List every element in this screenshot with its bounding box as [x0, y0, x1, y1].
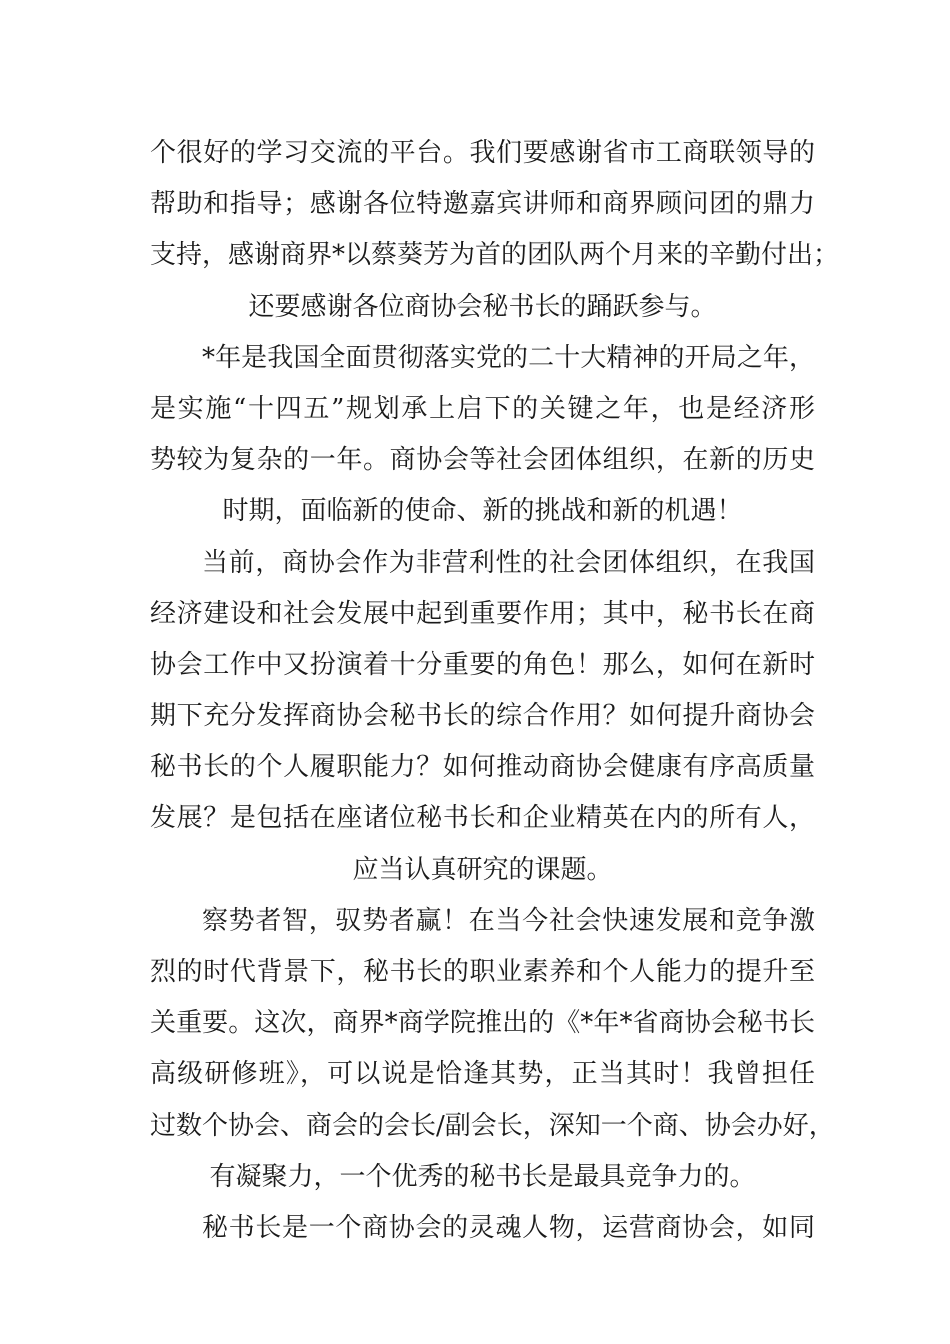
body-text — [150, 128, 840, 1254]
text-line-4: 还要感谢各位商协会秘书长的踊跃参与。 — [248, 291, 717, 322]
text-line-11: 协会工作中又扮演着十分重要的角色！那么，如何在新时 — [150, 649, 815, 680]
text-line-17: 烈的时代背景下，秘书长的职业素养和个人能力的提升至 — [150, 957, 815, 987]
text-line-13: 秘书长的个人履职能力？如何推动商协会健康有序高质量 — [150, 752, 815, 783]
text-line-12: 期下充分发挥商协会秘书长的综合作用？如何提升商协会 — [150, 701, 815, 732]
text-line-7: 势较为复杂的一年。商协会等社会团体组织，在新的历史 — [150, 445, 815, 476]
text-line-9: 当前，商协会作为非营利性的社会团体组织，在我国 — [202, 547, 815, 578]
text-line-19: 高级研修班》，可以说是恰逢其势，正当其时！我曾担任 — [150, 1059, 815, 1090]
text-line-8: 时期，面临新的使命、新的挑战和新的机遇！ — [222, 496, 743, 527]
text-line-14: 发展？是包括在座诸位秘书长和企业精英在内的所有人， — [150, 803, 815, 834]
text-line-2: 帮助和指导；感谢各位特邀嘉宾讲师和商界顾问团的鼎力 — [150, 189, 815, 220]
text-line-10: 经济建设和社会发展中起到重要作用；其中，秘书长在商 — [150, 598, 815, 629]
text-line-20: 过数个协会、商会的会长/副会长，深知一个商、协会办好， — [150, 1110, 835, 1141]
text-line-3: 支持，感谢商界*以蔡葵芳为首的团队两个月来的辛勤付出； — [150, 240, 840, 271]
text-line-16: 察势者智，驭势者赢！在当今社会快速发展和竞争激 — [202, 905, 815, 936]
text-line-22: 秘书长是一个商协会的灵魂人物，运营商协会，如同 — [202, 1212, 815, 1243]
text-line-18: 关重要。这次，商界*商学院推出的《*年*省商协会秘书长 — [150, 1008, 815, 1039]
text-line-21: 有凝聚力，一个优秀的秘书长是最具竞争力的。 — [209, 1161, 756, 1192]
text-line-15: 应当认真研究的课题。 — [352, 854, 613, 885]
text-line-5: *年是我国全面贯彻落实党的二十大精神的开局之年， — [202, 342, 815, 373]
text-line-1: 个很好的学习交流的平台。我们要感谢省市工商联领导的 — [150, 138, 815, 168]
text-line-6: 是实施“十四五”规划承上启下的关键之年，也是经济形 — [150, 393, 815, 424]
